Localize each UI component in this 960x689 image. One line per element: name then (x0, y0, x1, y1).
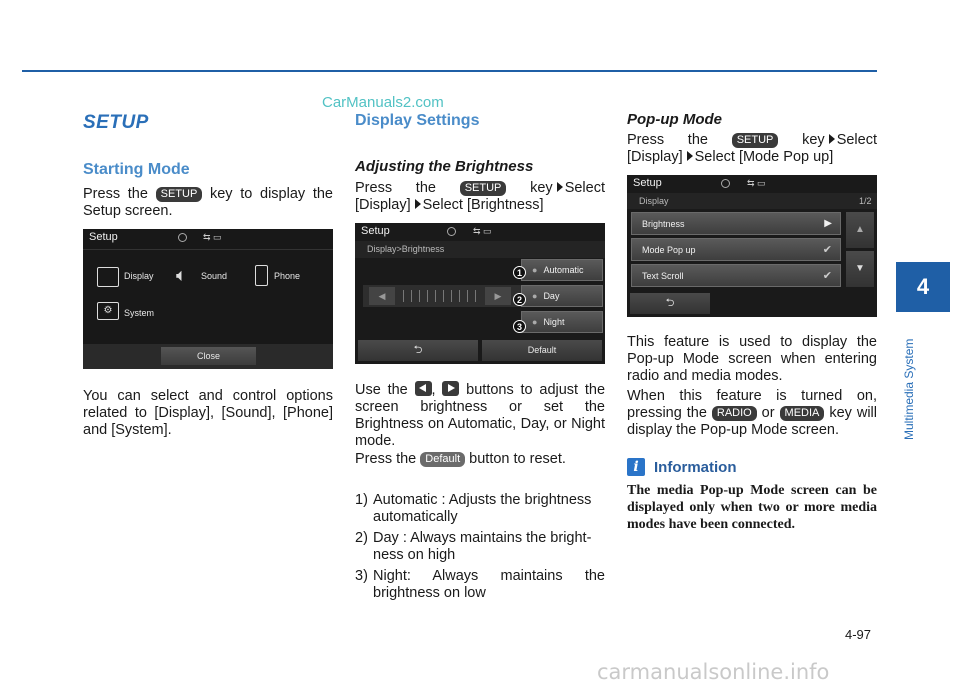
popup-instructions-line2 (627, 149, 877, 166)
setup-key-badge: SETUP (156, 187, 203, 202)
chapter-label: Multimedia System (902, 338, 916, 440)
default-button: Default (482, 340, 602, 361)
subheader-title: Display (639, 196, 669, 206)
display-icon (97, 267, 119, 287)
starting-mode-text (83, 186, 333, 220)
popup-description: This feature is used to display the Pop-up Mode screen when entering radio and media modes. (627, 334, 877, 384)
section-title: SETUP (83, 112, 149, 133)
popup-activation-text (627, 388, 877, 439)
list-item (355, 568, 605, 602)
scroll-up-icon: ▲ (846, 212, 874, 248)
screen-title: Setup (361, 225, 390, 237)
arrow-right-icon (829, 134, 835, 144)
information-text: The media Pop-up Mode screen can be displayed only when two or more media modes have been connected. (627, 483, 877, 532)
radio-icon: ● (532, 317, 538, 327)
check-icon: ✔ (822, 244, 832, 256)
brightness-screen-image (355, 223, 605, 364)
callout-3: 3 (513, 320, 526, 333)
menu-item-system: System (124, 308, 155, 318)
text-fragment: Select (564, 180, 605, 196)
setting-label: Brightness (642, 218, 685, 229)
text-fragment: , (431, 382, 436, 398)
arrow-right-icon (415, 199, 421, 209)
info-icon: i (627, 458, 645, 476)
menu-item-sound: Sound (201, 271, 228, 281)
chapter-tab: 4 (896, 262, 950, 312)
radio-icon: ● (532, 265, 538, 275)
text-fragment: [Display] (355, 197, 411, 213)
setup-screen-image (83, 229, 333, 369)
setting-label: Mode Pop up (642, 244, 696, 255)
text-fragment: or (761, 405, 775, 421)
watermark-top: CarManuals2.com (322, 94, 444, 111)
text-fragment: button to reset. (469, 451, 566, 467)
adjust-text (355, 381, 605, 450)
starting-mode-heading: Starting Mode (83, 161, 190, 178)
back-icon: ⮌ (630, 293, 710, 314)
mode-label: Day (543, 291, 560, 301)
breadcrumb: Display>Brightness (367, 244, 445, 254)
watermark-bottom: carmanualsonline.info (597, 660, 830, 684)
page-indicator: 1/2 (859, 196, 872, 206)
slider-left-button: ◀ (369, 287, 395, 305)
list-item (355, 492, 605, 526)
status-icon (447, 227, 456, 236)
mode-label: Automatic (543, 265, 584, 275)
list-text: Automatic : Adjusts the brightness automatically (373, 492, 592, 525)
setting-mode-popup (631, 238, 841, 261)
popup-instructions-line1 (627, 132, 877, 149)
mode-night (521, 311, 603, 333)
slider-right-button: ▶ (485, 287, 511, 305)
status-icon (721, 179, 730, 188)
header-rule (22, 70, 877, 72)
brightness-instructions-line2 (355, 197, 605, 214)
default-key-badge: Default (420, 452, 465, 467)
page-number: 4-97 (845, 627, 872, 642)
text-fragment: Press the (355, 451, 417, 467)
usb-icon: ⇆ ▭ (747, 178, 766, 188)
usb-icon: ⇆ ▭ (473, 226, 492, 236)
text-fragment: Press the (355, 180, 436, 196)
text-fragment: Select [Mode Pop up] (694, 149, 834, 165)
list-number: 2) (355, 530, 368, 546)
callout-1: 1 (513, 266, 526, 279)
status-icon (178, 233, 187, 242)
setup-key-badge: SETUP (732, 133, 779, 148)
scroll-down-icon: ▼ (846, 251, 874, 287)
callout-2: 2 (513, 293, 526, 306)
arrow-right-icon (557, 182, 563, 192)
list-number: 1) (355, 492, 368, 508)
right-arrow-key-icon (442, 381, 459, 396)
brightness-subheading: Adjusting the Brightness (355, 158, 534, 175)
check-icon: ✔ (822, 270, 832, 282)
options-text: You can select and control options related to [Display], [Sound], [Phone] and [System]. (83, 388, 333, 438)
reset-text (355, 451, 605, 468)
list-item (355, 530, 605, 564)
information-label: Information (654, 458, 737, 476)
usb-icon: ⇆ ▭ (203, 232, 222, 242)
display-settings-heading: Display Settings (355, 112, 480, 129)
mode-automatic (521, 259, 603, 281)
setup-key-badge: SETUP (460, 181, 507, 196)
text-fragment: Use the (355, 382, 408, 398)
text-fragment: key will display the Pop-up Mode screen. (627, 405, 877, 438)
text-fragment: Select (836, 132, 877, 148)
setting-label: Text Scroll (642, 270, 684, 281)
menu-item-display: Display (124, 271, 154, 281)
text-fragment: When this feature is turned on, pressing the (627, 388, 877, 421)
popup-screen-image (627, 175, 877, 317)
popup-mode-subheading: Pop-up Mode (627, 111, 722, 128)
text-fragment: Press the (83, 186, 148, 202)
radio-key-badge: RADIO (712, 406, 757, 421)
arrow-right-icon (687, 151, 693, 161)
chevron-right-icon: ▶ (824, 218, 832, 229)
text-fragment: buttons to adjust the screen brightness or set the Brightness on Automatic, Day, or Night mode. (355, 382, 606, 449)
text-fragment: Press the (627, 132, 708, 148)
text-fragment: Select [Brightness] (422, 197, 544, 213)
mode-label: Night (543, 317, 565, 327)
back-icon: ⮌ (358, 340, 478, 361)
list-text: Night: Always maintains the brightness on low (373, 568, 605, 601)
setting-text-scroll (631, 264, 841, 287)
text-fragment: key to display the Setup screen. (83, 186, 333, 219)
screen-title: Setup (89, 231, 118, 243)
media-key-badge: MEDIA (780, 406, 825, 421)
slider-ticks (403, 290, 483, 302)
gear-icon: ⚙ (97, 302, 119, 320)
information-header (627, 458, 737, 476)
text-fragment: [Display] (627, 149, 683, 165)
list-number: 3) (355, 568, 368, 584)
brightness-instructions-line1 (355, 180, 605, 197)
left-arrow-key-icon (415, 381, 432, 396)
text-fragment: key (530, 180, 553, 196)
close-button: Close (161, 347, 256, 365)
menu-item-phone: Phone (274, 271, 301, 281)
sound-icon: 🔈︎ (176, 265, 187, 285)
setting-brightness (631, 212, 841, 235)
screen-title: Setup (633, 177, 662, 189)
phone-icon (255, 265, 268, 286)
divider (83, 249, 333, 250)
radio-icon: ● (532, 291, 538, 301)
text-fragment: key (802, 132, 825, 148)
mode-day (521, 285, 603, 307)
list-text: Day : Always maintains the bright-ness on high (373, 530, 592, 563)
